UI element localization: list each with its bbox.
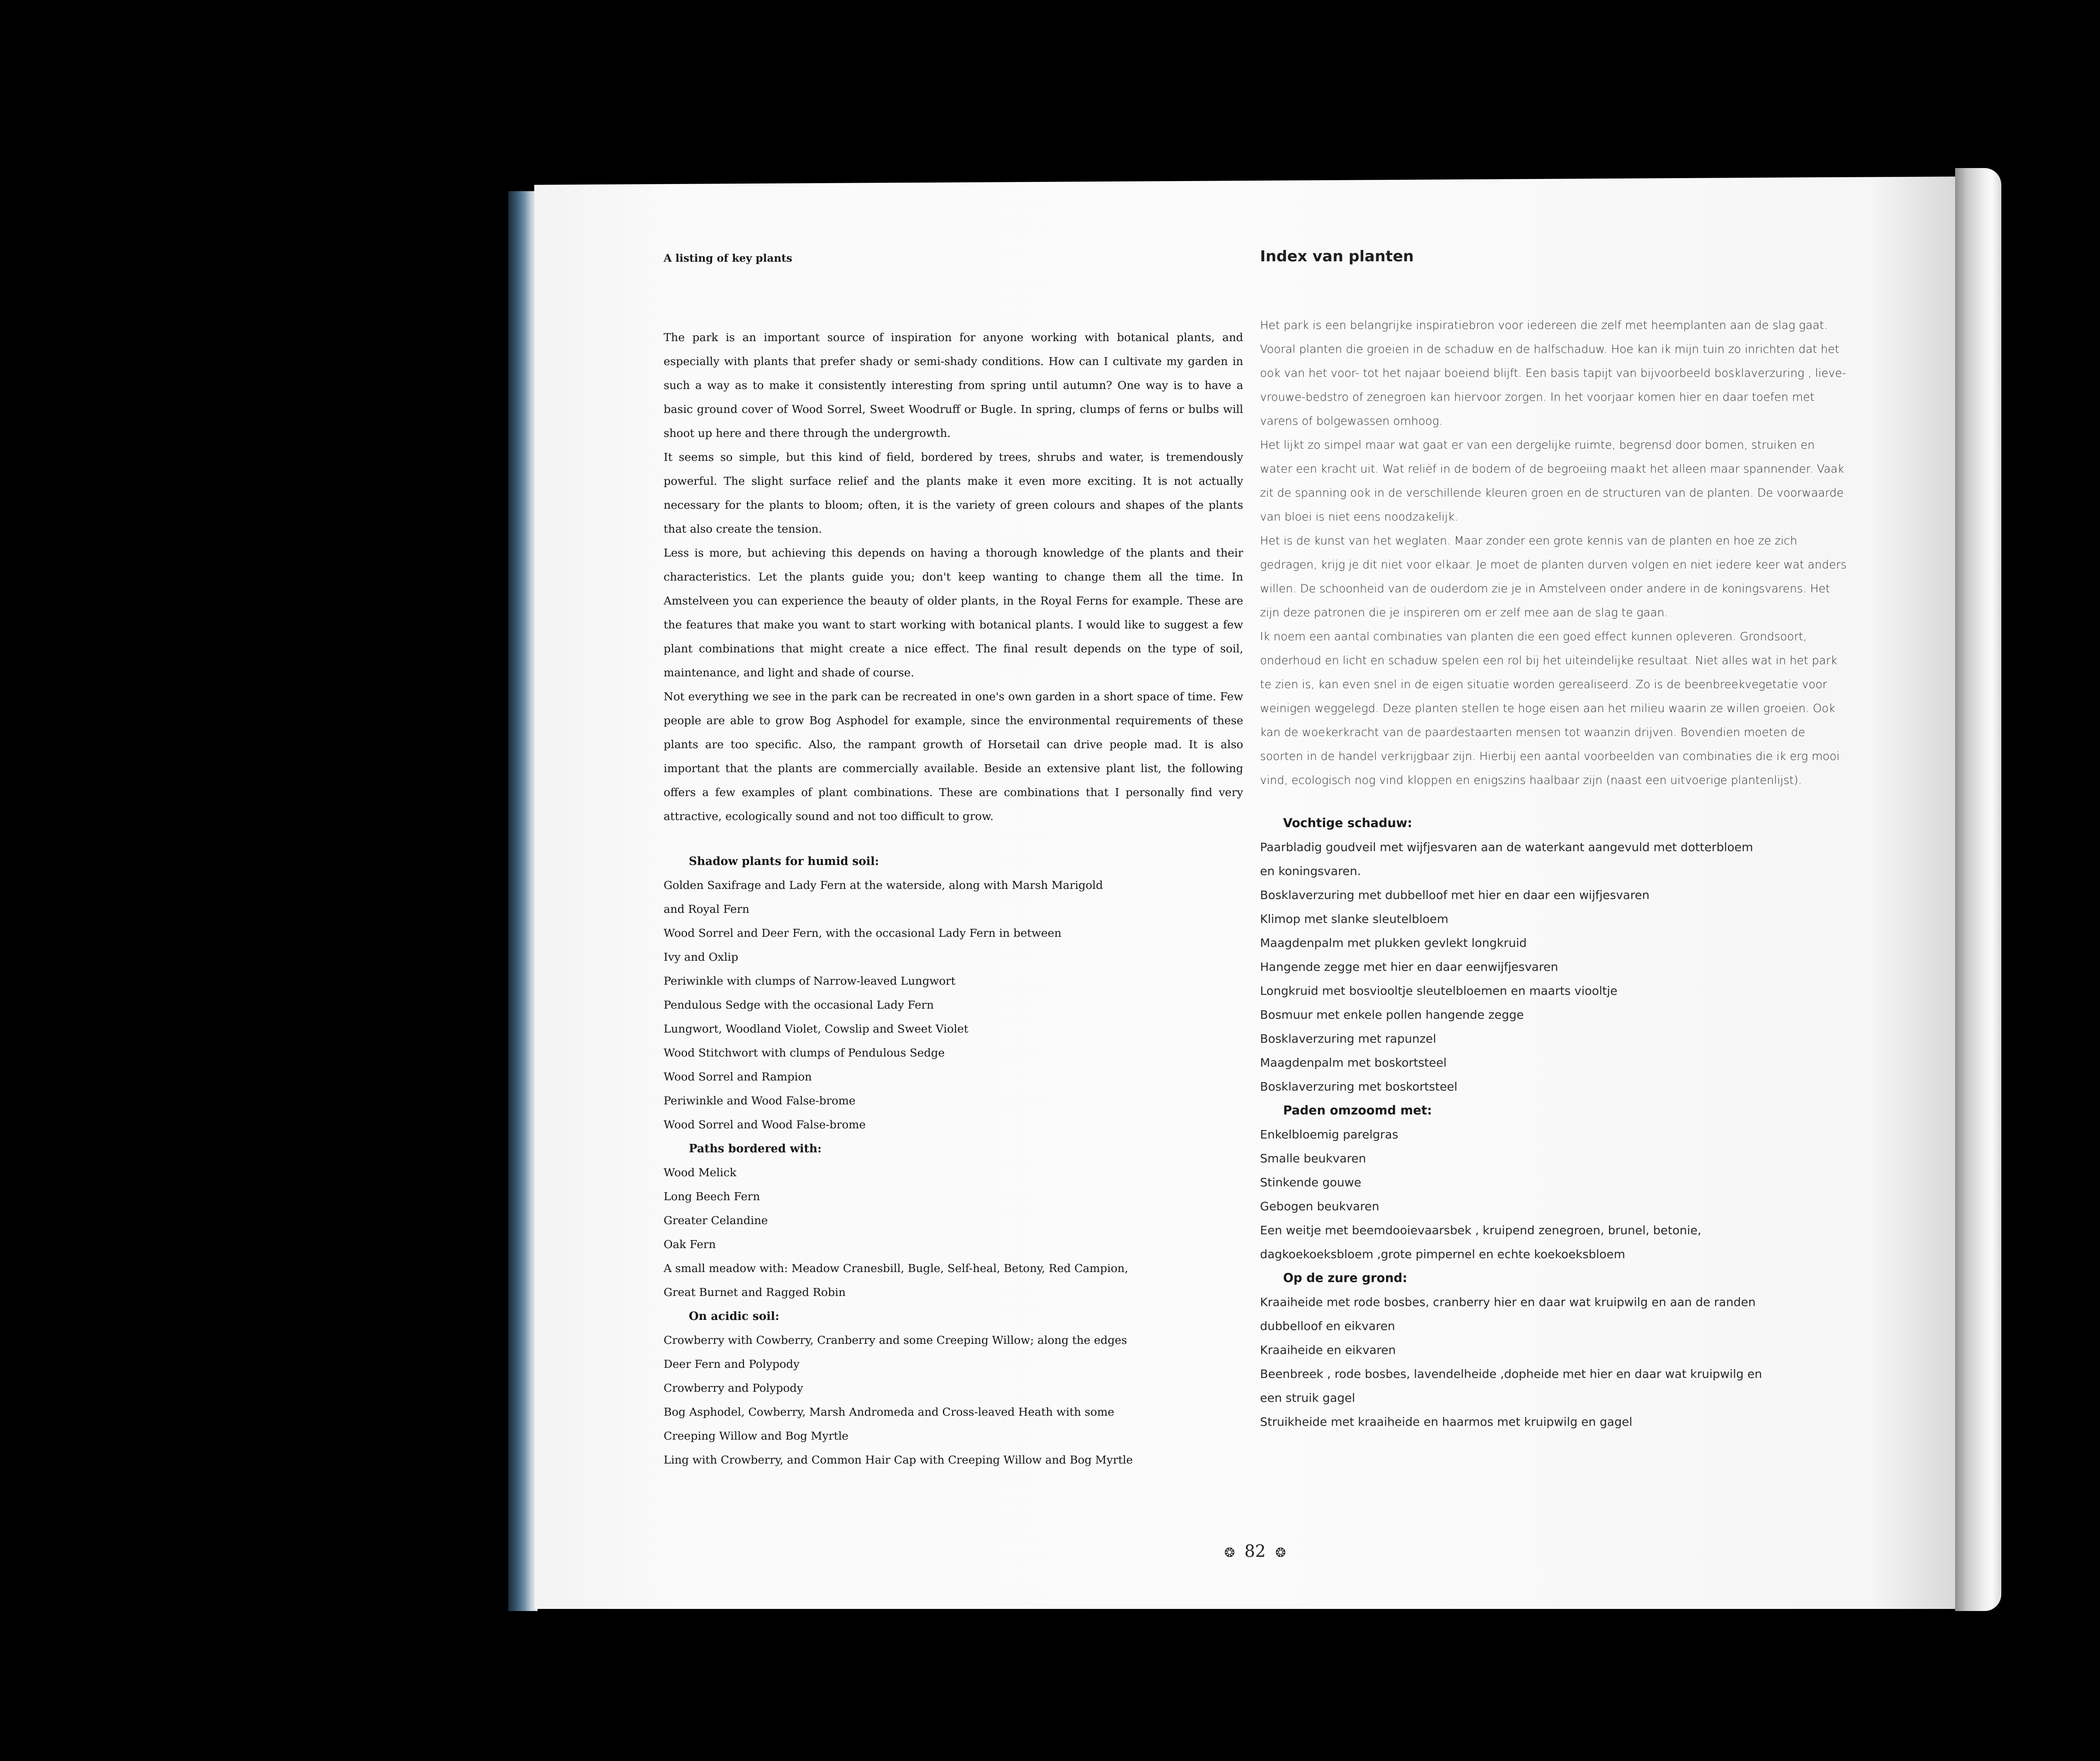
page-number-folio	[1220, 1542, 1290, 1561]
list-item: Bosklaverzuring met boskortsteel	[1260, 1080, 1458, 1093]
list-item: Ling with Crowberry, and Common Hair Cap with Creeping Willow and Bog Myrtle	[664, 1453, 1133, 1467]
list-item: Ivy and Oxlip	[664, 951, 738, 964]
list-item: Creeping Willow and Bog Myrtle	[664, 1430, 849, 1443]
list-item: A small meadow with: Meadow Cranesbill, Bugle, Self-heal, Betony, Red Campion,	[664, 1262, 1129, 1275]
english-plant-combinations	[664, 849, 1243, 1472]
list-item: Stinkende gouwe	[1260, 1175, 1362, 1189]
list-subheading: Paths bordered with:	[689, 1142, 822, 1155]
list-item: Bosklaverzuring met dubbelloof met hier en daar een wijfjesvaren	[1260, 888, 1650, 902]
list-item: and Royal Fern	[664, 903, 750, 916]
list-item: Maagdenpalm met plukken gevlekt longkruid	[1260, 936, 1527, 950]
dutch-column	[1260, 248, 1848, 1434]
left-page-header: A listing of key plants	[664, 252, 793, 264]
list-item: Crowberry and Polypody	[664, 1382, 803, 1395]
list-item: Een weitje met beemdooievaarsbek , kruipend zenegroen, brunel, betonie,	[1260, 1223, 1701, 1237]
book-page-edges	[508, 191, 538, 1611]
paragraph: Het park is een belangrijke inspiratiebron voor iedereen die zelf met heemplanten aan de slag gaat. Vooral planten die groeien in de schaduw en de halfschaduw. Hoe kan ik mijn tuin zo inrichten dat het ook van het voor- tot het najaar boeiend blijft. Een basis tapijt van bijvoorbeeld bosklaverzuring , lieve-vrouwe-bedstro of zenegroen kan hiervoor zorgen. In het voorjaar komen hier en daar toefen met varens of bolgewassen omhoog.	[1260, 319, 1846, 428]
list-item: Crowberry with Cowberry, Cranberry and some Creeping Willow; along the edges	[664, 1334, 1127, 1347]
list-item: Wood Melick	[664, 1166, 737, 1179]
english-column	[664, 252, 1243, 1472]
list-subheading: On acidic soil:	[689, 1310, 780, 1323]
list-item: Great Burnet and Ragged Robin	[664, 1286, 846, 1299]
paragraph: It seems so simple, but this kind of field, bordered by trees, shrubs and water, is tremendously powerful. The slight surface relief and the plants make it even more exciting. It is not actually necessary for the plants to bloom; often, it is the variety of green colours and shapes of the plants that also create the tension.	[664, 451, 1243, 536]
list-subheading: Shadow plants for humid soil:	[689, 855, 879, 868]
fleuron-ornament: ❂	[1224, 1545, 1235, 1560]
list-item: Lungwort, Woodland Violet, Cowslip and Sweet Violet	[664, 1022, 969, 1036]
list-item: Periwinkle and Wood False-brome	[664, 1094, 856, 1107]
list-subheading: Paden omzoomd met:	[1283, 1103, 1432, 1117]
list-item: Oak Fern	[664, 1238, 716, 1251]
list-item: Kraaiheide met rode bosbes, cranberry hier en daar wat kruipwilg en aan de randen	[1260, 1295, 1756, 1309]
fleuron-ornament: ❂	[1275, 1545, 1286, 1560]
paragraph: Not everything we see in the park can be recreated in one's own garden in a short space of time. Few people are able to grow Bog Asphodel for example, since the environmental requirements of these plants are too specific. Also, the rampant growth of Horsetail can drive people mad. It is also important that the plants are commercially available. Beside an extensive plant list, the following offers a few examples of plant combinations. These are combinations that I personally find very attractive, ecologically sound and not too difficult to grow.	[664, 690, 1243, 823]
list-item: Wood Sorrel and Wood False-brome	[664, 1118, 866, 1131]
english-introduction	[664, 326, 1243, 828]
list-item: Bog Asphodel, Cowberry, Marsh Andromeda and Cross-leaved Heath with some	[664, 1406, 1114, 1419]
list-item: Greater Celandine	[664, 1214, 768, 1227]
paragraph: Less is more, but achieving this depends on having a thorough knowledge of the plants and their characteristics. Let the plants guide you; don't keep wanting to change them all the time. In Amstelveen you can experience the beauty of older plants, in the Royal Ferns for example. These are the features that make you want to start working with botanical plants. I would like to suggest a few plant combinations that might create a nice effect. The final result depends on the type of soil, maintenance, and light and shade of course.	[664, 547, 1243, 679]
list-item: Wood Sorrel and Deer Fern, with the occasional Lady Fern in between	[664, 927, 1062, 940]
list-item: Gebogen beukvaren	[1260, 1199, 1380, 1213]
right-page-header: Index van planten	[1260, 248, 1414, 265]
list-item: Long Beech Fern	[664, 1190, 760, 1203]
list-item: Maagdenpalm met boskortsteel	[1260, 1056, 1447, 1070]
list-item: Periwinkle with clumps of Narrow-leaved Lungwort	[664, 975, 956, 988]
list-item: Hangende zegge met hier en daar eenwijfjesvaren	[1260, 960, 1558, 974]
list-subheading: Vochtige schaduw:	[1283, 816, 1412, 830]
list-item: Deer Fern and Polypody	[664, 1358, 800, 1371]
dutch-introduction	[1260, 313, 1848, 792]
page-number: 82	[1244, 1542, 1266, 1561]
paragraph: Het is de kunst van het weglaten. Maar zonder een grote kennis van de planten en hoe ze zich gedragen, krijg je dit niet voor elkaar. Je moet de planten durven volgen en niet iedere keer wat anders willen. De schoonheid van de ouderdom zie je in Amstelveen onder andere in de koningsvarens. Het zijn deze patronen die je inspireren om er zelf mee aan de slag te gaan.	[1260, 534, 1847, 619]
page-curl	[1955, 168, 2001, 1611]
list-item: Bosmuur met enkele pollen hangende zegge	[1260, 1008, 1524, 1022]
list-item: Pendulous Sedge with the occasional Lady Fern	[664, 999, 934, 1012]
list-item: Klimop met slanke sleutelbloem	[1260, 912, 1449, 926]
list-item: Smalle beukvaren	[1260, 1151, 1366, 1165]
list-item: en koningsvaren.	[1260, 864, 1361, 878]
list-item: dubbelloof en eikvaren	[1260, 1319, 1395, 1333]
list-item: dagkoekoeksbloem ,grote pimpernel en echte koekoeksbloem	[1260, 1247, 1625, 1261]
paragraph: The park is an important source of inspiration for anyone working with botanical plants, and especially with plants that prefer shady or semi-shady conditions. How can I cultivate my garden in such a way as to make it consistently interesting from spring until autumn? One way is to have a basic ground cover of Wood Sorrel, Sweet Woodruff or Bugle. In spring, clumps of ferns or bulbs will shoot up here and there through the undergrowth.	[664, 331, 1243, 440]
list-item: Kraaiheide en eikvaren	[1260, 1343, 1396, 1357]
list-item: Struikheide met kraaiheide en haarmos met kruipwilg en gagel	[1260, 1415, 1633, 1429]
list-item: Wood Sorrel and Rampion	[664, 1070, 812, 1083]
list-item: Wood Stitchwort with clumps of Pendulous Sedge	[664, 1046, 945, 1059]
list-item: Golden Saxifrage and Lady Fern at the waterside, along with Marsh Marigold	[664, 879, 1103, 892]
list-item: Bosklaverzuring met rapunzel	[1260, 1032, 1436, 1046]
list-subheading: Op de zure grond:	[1283, 1271, 1407, 1285]
list-item: Longkruid met bosviooltje sleutelbloemen en maarts viooltje	[1260, 984, 1618, 998]
list-item: een struik gagel	[1260, 1391, 1355, 1405]
paragraph: Ik noem een aantal combinaties van planten die een goed effect kunnen opleveren. Grondsoort, onderhoud en licht en schaduw spelen een rol bij het uiteindelijke resultaat. Niet alles wat in het park te zien is, kan even snel in de eigen situatie worden gerealiseerd. Zo is de beenbreekvegetatie voor weinigen weggelegd. Deze planten stellen te hoge eisen aan het milieu waarin ze willen groeien. Ook kan de woekerkracht van de paardestaarten mensen tot waanzin drijven. Bovendien moeten de soorten in de handel verkrijgbaar zijn. Hierbij een aantal voorbeelden van combinaties die ik erg mooi vind, ecologisch nog vind kloppen en enigszins haalbaar zijn (naast een uitvoerige plantenlijst).	[1260, 630, 1840, 787]
dutch-plant-combinations	[1260, 811, 1848, 1434]
list-item: Beenbreek , rode bosbes, lavendelheide ,dopheide met hier en daar wat kruipwilg en	[1260, 1367, 1762, 1381]
list-item: Paarbladig goudveil met wijfjesvaren aan de waterkant aangevuld met dotterbloem	[1260, 840, 1754, 854]
list-item: Enkelbloemig parelgras	[1260, 1128, 1399, 1141]
paragraph: Het lijkt zo simpel maar wat gaat er van een dergelijke ruimte, begrensd door bomen, struiken en water een kracht uit. Wat reliëf in de bodem of de begroeiing maakt het alleen maar spannender. Vaak zit de spanning ook in de verschillende kleuren groen en de structuren van de planten. De voorwaarde van bloei is niet eens noodzakelijk.	[1260, 439, 1844, 523]
